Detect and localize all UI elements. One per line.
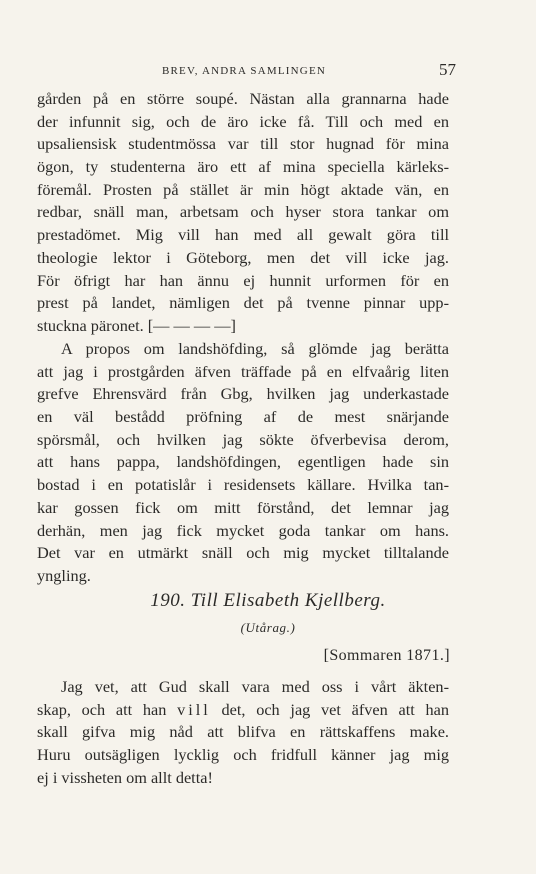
text-line: Det var en utmärkt snäll och mig mycket tilltalande <box>37 543 449 563</box>
text-line: Huru outsägligen lycklig och fridfull känner jag mig <box>37 745 449 765</box>
text-line: upsaliensisk studentmössa var till stor hugnad för mina <box>37 134 449 154</box>
text-line: grefve Ehrensvärd från Gbg, hvilken jag underkastade <box>37 384 449 404</box>
text-line: spörsmål, och hvilken jag sökte öfverbevisa derom, <box>37 429 449 449</box>
text-line: gården på en större soupé. Nästan alla grannarna hade <box>37 89 449 108</box>
paragraph-a-propos <box>37 338 449 588</box>
text-line: yngling. <box>37 565 91 585</box>
text-fragment: skap, och att han <box>37 699 178 719</box>
text-line: theologie lektor i Göteborg, men det vill icke jag. <box>37 247 449 267</box>
text-line: kar gossen fick om mitt förstånd, det lemnar jag <box>37 497 449 517</box>
text-line: att jag i prostgården äfven träffade på en elfvaårig liten <box>37 361 449 381</box>
text-line: prest på landet, nämligen det på tvenne pinnar upp- <box>37 293 449 313</box>
text-line: Jag vet, att Gud skall vara med oss i vårt äkten- <box>61 677 449 696</box>
letter-body <box>37 676 449 789</box>
text-line: A propos om landshöfding, så glömde jag berätta <box>61 339 449 358</box>
page-number: 57 <box>439 60 456 79</box>
text-fragment: det, och jag vet äfven att han <box>210 699 449 719</box>
text-line: ögon, ty studenterna äro ett af mina speciella kärleks- <box>37 157 449 177</box>
text-line: en väl bestådd pröfning af de mest snärjande <box>37 407 449 427</box>
page-header <box>38 60 456 82</box>
text-line <box>37 699 449 722</box>
letter-heading: 190. Till Elisabeth Kjellberg. <box>150 590 386 611</box>
running-head: BREV, ANDRA SAMLINGEN <box>161 65 327 77</box>
paragraph-continuation <box>37 88 449 338</box>
text-line: derhän, men jag fick mycket goda tankar om hans. <box>37 520 449 540</box>
emphasized-word: vill <box>177 699 211 719</box>
text-line: skall gifva mig nåd att blifva en rättskaffens make. <box>37 722 449 742</box>
letter-place: (Utårag.) <box>240 620 296 635</box>
text-line: ej i vissheten om allt detta! <box>37 767 213 787</box>
text-line: bostad i en potatislår i residensets källare. Hvilka tan- <box>37 475 449 495</box>
letter-date: [Sommaren 1871.] <box>323 647 450 664</box>
text-line: att hans pappa, landshöfdingen, egentligen hade sin <box>37 452 449 472</box>
text-line: stuckna päronet. [— — — —] <box>37 315 236 335</box>
text-line: föremål. Prosten på stället är min högt aktade vän, en <box>37 179 449 199</box>
text-line: redbar, snäll man, arbetsam och hyser stora tankar om <box>37 202 449 222</box>
text-line: För öfrigt har han ännu ej hunnit urformen för en <box>37 270 449 290</box>
text-line: der infunnit sig, och de äro icke få. Till och med en <box>37 111 449 131</box>
text-line: prestadömet. Mig vill han med all gewalt göra till <box>37 225 449 245</box>
